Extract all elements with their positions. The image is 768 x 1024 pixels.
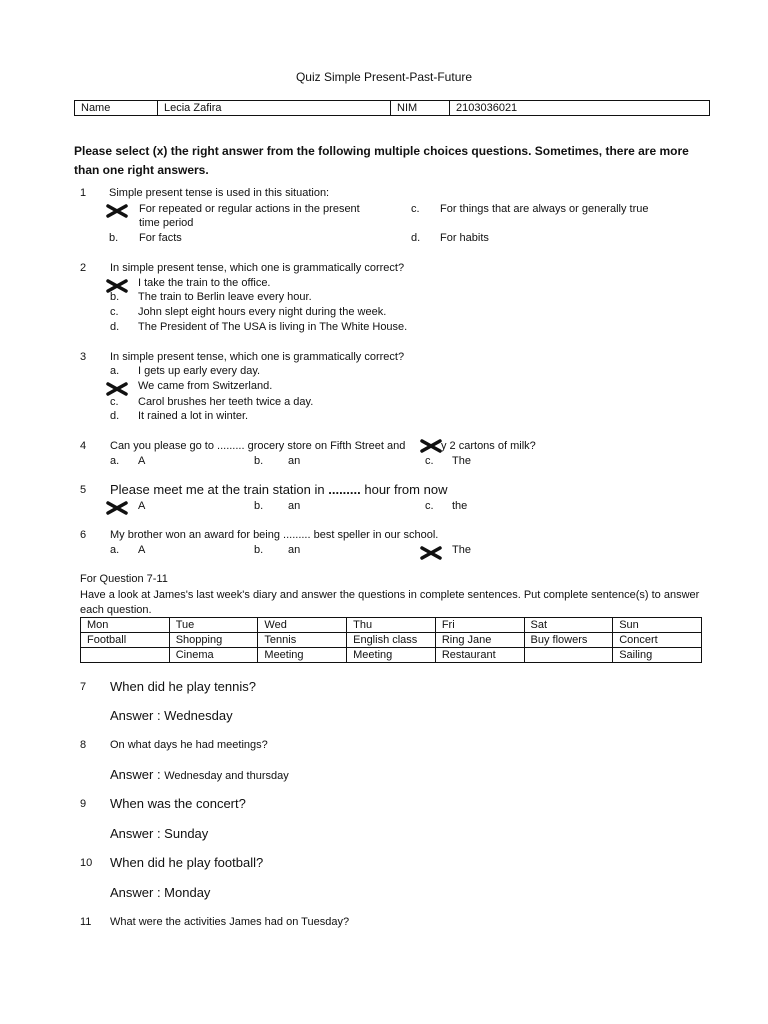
q2-number: 2 bbox=[80, 262, 87, 274]
q10-text: When did he play football? bbox=[110, 855, 264, 870]
q5-text-end: hour from now bbox=[360, 482, 448, 497]
q2-option-b: The train to Berlin leave every hour. bbox=[138, 291, 312, 303]
q10-answer: Answer : Monday bbox=[110, 885, 211, 900]
page-title: Quiz Simple Present-Past-Future bbox=[295, 70, 473, 84]
diary-cell: Ring Jane bbox=[435, 633, 524, 648]
q5-number: 5 bbox=[80, 484, 87, 496]
diary-cell bbox=[81, 648, 170, 663]
q7-number: 7 bbox=[80, 681, 87, 693]
diary-table bbox=[80, 617, 702, 663]
q5-option-c: the bbox=[452, 500, 468, 512]
diary-header-cell: Tue bbox=[169, 618, 258, 633]
q8-number: 8 bbox=[80, 739, 87, 751]
nim-value: 2103036021 bbox=[450, 101, 710, 116]
q7-answer: Answer : Wednesday bbox=[110, 708, 233, 723]
q5-option-b: an bbox=[288, 500, 301, 512]
q4-number: 4 bbox=[80, 440, 87, 452]
q1-option-a-cont: time period bbox=[139, 217, 194, 229]
q4-text-end: y 2 cartons of milk? bbox=[441, 440, 536, 452]
q3-option-b: We came from Switzerland. bbox=[138, 380, 273, 392]
q5-blank: ......... bbox=[328, 482, 361, 497]
q1-option-d-letter: d. bbox=[411, 232, 421, 244]
diary-header-cell: Mon bbox=[81, 618, 170, 633]
q1-option-d: For habits bbox=[440, 232, 489, 244]
q6-option-c: The bbox=[452, 544, 471, 556]
diary-row bbox=[81, 648, 702, 663]
cross-mark-icon bbox=[106, 501, 128, 515]
q4-option-b: an bbox=[288, 455, 301, 467]
q6-text: My brother won an award for being ......... best speller in our school. bbox=[110, 529, 439, 541]
q3-option-d: It rained a lot in winter. bbox=[138, 410, 249, 422]
diary-header-cell: Thu bbox=[347, 618, 436, 633]
q6-option-b-letter: b. bbox=[254, 544, 264, 556]
q4-text-start: Can you please go to ......... grocery store on Fifth Street and bbox=[110, 440, 406, 452]
q1-option-b-letter: b. bbox=[109, 232, 119, 244]
q6-option-b: an bbox=[288, 544, 301, 556]
q9-text: When was the concert? bbox=[110, 796, 246, 811]
q1-option-c-letter: c. bbox=[411, 203, 420, 215]
q4-option-a-letter: a. bbox=[110, 455, 120, 467]
q10-number: 10 bbox=[80, 857, 93, 869]
q3-number: 3 bbox=[80, 351, 87, 363]
q6-number: 6 bbox=[80, 529, 87, 541]
diary-cell: Cinema bbox=[169, 648, 258, 663]
section-heading: For Question 7-11 bbox=[80, 573, 168, 585]
diary-cell: Restaurant bbox=[435, 648, 524, 663]
diary-cell: Shopping bbox=[169, 633, 258, 648]
q8-answer-line bbox=[110, 766, 289, 784]
q2-option-a: I take the train to the office. bbox=[138, 277, 271, 289]
q8-text: On what days he had meetings? bbox=[110, 739, 268, 751]
name-value: Lecia Zafira bbox=[158, 101, 391, 116]
q11-number: 11 bbox=[80, 916, 92, 928]
q6-option-a-letter: a. bbox=[110, 544, 120, 556]
q3-option-c-letter: c. bbox=[110, 396, 119, 408]
q4-option-c: The bbox=[452, 455, 471, 467]
section-intro: Have a look at James's last week's diary and answer the questions in complete sentences. Put complete sentence(s) to answer each question. bbox=[80, 589, 700, 616]
q2-option-d-letter: d. bbox=[110, 321, 120, 333]
diary-header-cell: Fri bbox=[435, 618, 524, 633]
q9-number: 9 bbox=[80, 798, 87, 810]
diary-cell: Football bbox=[81, 633, 170, 648]
q1-number: 1 bbox=[80, 187, 87, 199]
diary-row bbox=[81, 633, 702, 648]
student-info-table bbox=[74, 100, 710, 116]
q11-text: What were the activities James had on Tuesday? bbox=[110, 916, 350, 928]
q3-option-a: I gets up early every day. bbox=[138, 365, 261, 377]
q4-option-b-letter: b. bbox=[254, 455, 264, 467]
q4-option-a: A bbox=[138, 455, 146, 467]
cross-mark-icon bbox=[106, 382, 128, 396]
q2-option-c: John slept eight hours every night during the week. bbox=[138, 306, 387, 318]
q5-option-c-letter: c. bbox=[425, 500, 434, 512]
diary-header-cell: Wed bbox=[258, 618, 347, 633]
diary-cell: Concert bbox=[613, 633, 702, 648]
q5-option-b-letter: b. bbox=[254, 500, 264, 512]
q5-option-a: A bbox=[138, 500, 146, 512]
q5-text-start: Please meet me at the train station in bbox=[110, 482, 329, 497]
q8-answer: Wednesday and thursday bbox=[164, 770, 289, 782]
diary-cell bbox=[524, 648, 613, 663]
q3-option-d-letter: d. bbox=[110, 410, 120, 422]
q1-text: Simple present tense is used in this situation: bbox=[109, 187, 330, 199]
q7-text: When did he play tennis? bbox=[110, 679, 256, 694]
instructions: Please select (x) the right answer from the following multiple choices questions. Sometimes, there are more than one right answers. bbox=[74, 144, 689, 177]
q1-option-a: For repeated or regular actions in the present bbox=[139, 203, 360, 215]
diary-cell: Tennis bbox=[258, 633, 347, 648]
q2-option-c-letter: c. bbox=[110, 306, 119, 318]
q3-text: In simple present tense, which one is grammatically correct? bbox=[110, 351, 405, 363]
q4-option-c-letter: c. bbox=[425, 455, 434, 467]
q3-option-a-letter: a. bbox=[110, 365, 120, 377]
diary-cell: Meeting bbox=[347, 648, 436, 663]
diary-header-row bbox=[81, 618, 702, 633]
q2-text: In simple present tense, which one is grammatically correct? bbox=[110, 262, 405, 274]
q2-option-b-letter: b. bbox=[110, 291, 120, 303]
cross-mark-icon bbox=[106, 204, 128, 218]
q8-answer-label: Answer : bbox=[110, 767, 165, 782]
nim-label: NIM bbox=[391, 101, 450, 116]
diary-cell: Sailing bbox=[613, 648, 702, 663]
cross-mark-icon bbox=[420, 546, 442, 560]
cross-mark-icon bbox=[420, 439, 442, 453]
q6-option-a: A bbox=[138, 544, 146, 556]
q2-option-d: The President of The USA is living in The White House. bbox=[138, 321, 408, 333]
q3-option-c: Carol brushes her teeth twice a day. bbox=[138, 396, 314, 408]
diary-cell: English class bbox=[347, 633, 436, 648]
diary-cell: Meeting bbox=[258, 648, 347, 663]
q1-option-b: For facts bbox=[139, 232, 182, 244]
q9-answer: Answer : Sunday bbox=[110, 826, 209, 841]
diary-header-cell: Sat bbox=[524, 618, 613, 633]
diary-header-cell: Sun bbox=[613, 618, 702, 633]
q1-option-c: For things that are always or generally true bbox=[440, 203, 649, 215]
q5-text bbox=[110, 482, 447, 497]
diary-cell: Buy flowers bbox=[524, 633, 613, 648]
name-label: Name bbox=[75, 101, 158, 116]
